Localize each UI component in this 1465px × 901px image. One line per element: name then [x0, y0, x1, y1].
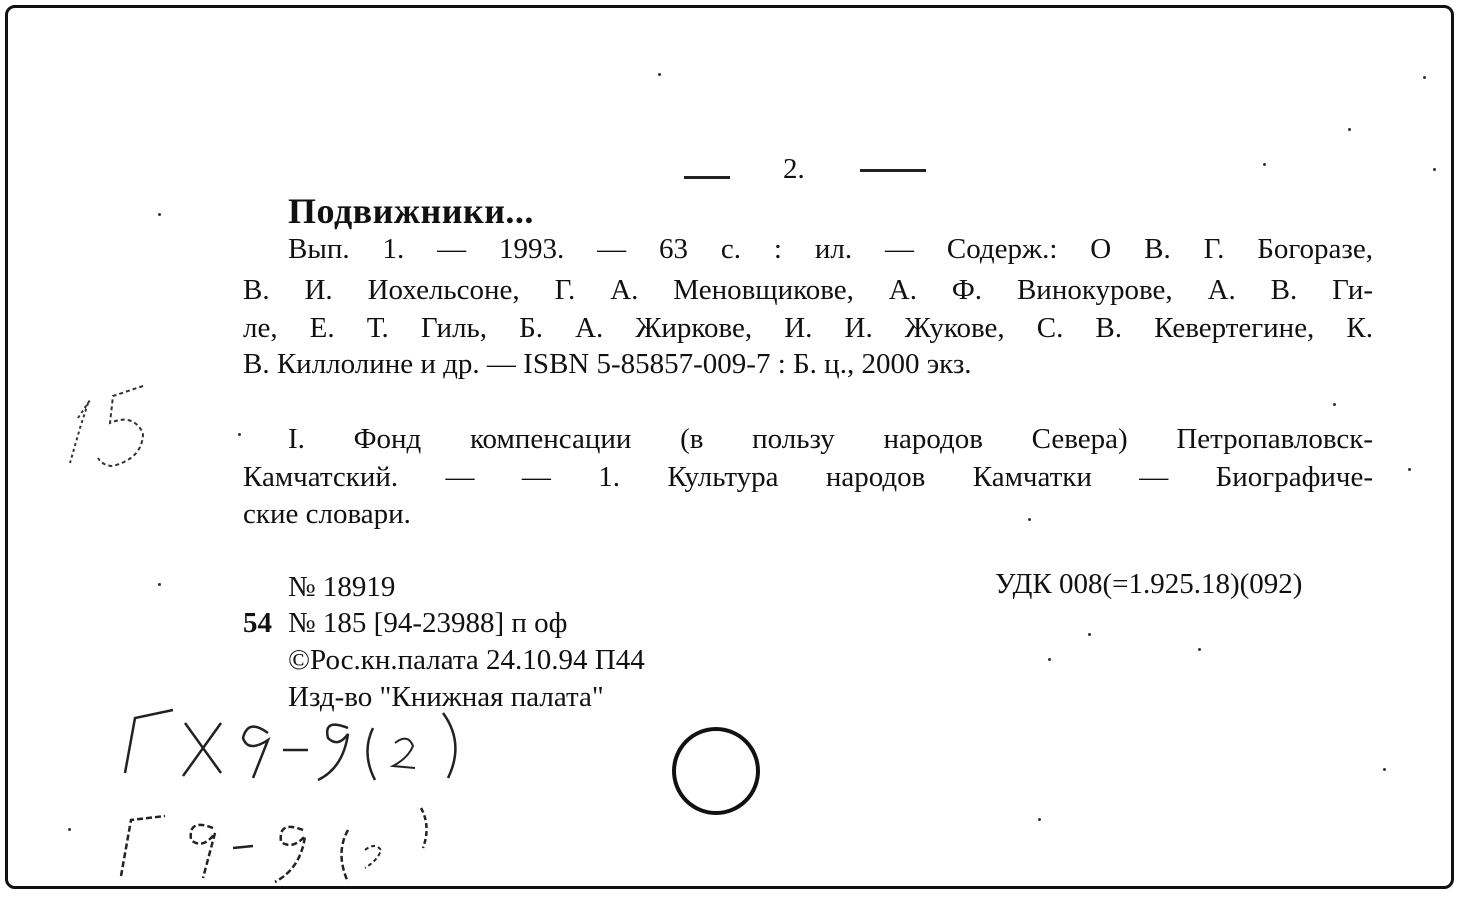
- scan-speck: [1263, 163, 1266, 166]
- order-line: № 185 [94-23988] п оф: [288, 607, 568, 639]
- scan-speck: [68, 828, 71, 831]
- scan-speck: [158, 213, 161, 216]
- scan-speck: [238, 433, 241, 436]
- description-line-3: ле, Е. Т. Гиль, Б. А. Жиркове, И. И. Жукове, С. В. Кевертегине, К.: [243, 312, 1373, 344]
- scan-speck: [1408, 468, 1411, 471]
- scan-speck: [1383, 768, 1386, 771]
- description-line-4: В. Киллолине и др. — ISBN 5-85857-009-7 : Б. ц., 2000 экз.: [243, 348, 972, 380]
- scan-speck: [158, 583, 161, 586]
- publisher-line: Изд-во "Книжная палата": [288, 681, 604, 713]
- scan-speck: [1048, 658, 1051, 661]
- scan-speck: [1198, 648, 1201, 651]
- catalog-card: [5, 5, 1454, 889]
- handwritten-shelf-mark-2: [103, 798, 463, 888]
- handwritten-shelf-mark-1: [103, 698, 483, 788]
- order-prefix: 54: [243, 607, 272, 639]
- tracings-line-2: Камчатский. — — 1. Культура народов Камчатки — Биографиче-: [243, 461, 1373, 493]
- dash-right: [860, 169, 926, 172]
- tracings-line-1: I. Фонд компенсации (в пользу народов Севера) Петропавловск-: [288, 423, 1373, 455]
- scan-speck: [1433, 168, 1436, 171]
- scan-speck: [1348, 128, 1351, 131]
- scan-speck: [1028, 518, 1031, 521]
- handwritten-margin-mark: [58, 378, 158, 478]
- udc-code: УДК 008(=1.925.18)(092): [995, 568, 1303, 600]
- description-line-1: Вып. 1. — 1993. — 63 с. : ил. — Содерж.: О В. Г. Богоразе,: [288, 233, 1373, 265]
- scan-speck: [658, 73, 661, 76]
- copyright-line: ©Рос.кн.палата 24.10.94 П44: [288, 644, 645, 676]
- punch-hole: [668, 723, 768, 823]
- card-number: № 18919: [288, 571, 396, 603]
- description-line-2: В. И. Иохельсоне, Г. А. Меновщикове, А. Ф. Винокурове, А. В. Ги-: [243, 274, 1373, 306]
- card-sequence-number: 2.: [783, 153, 805, 185]
- card-title: Подвижники...: [288, 191, 534, 231]
- tracings-line-3: ские словари.: [243, 498, 411, 530]
- scan-speck: [1423, 76, 1426, 79]
- scan-speck: [1038, 818, 1041, 821]
- scan-speck: [1088, 633, 1091, 636]
- dash-left: [684, 176, 730, 179]
- scan-speck: [1333, 403, 1336, 406]
